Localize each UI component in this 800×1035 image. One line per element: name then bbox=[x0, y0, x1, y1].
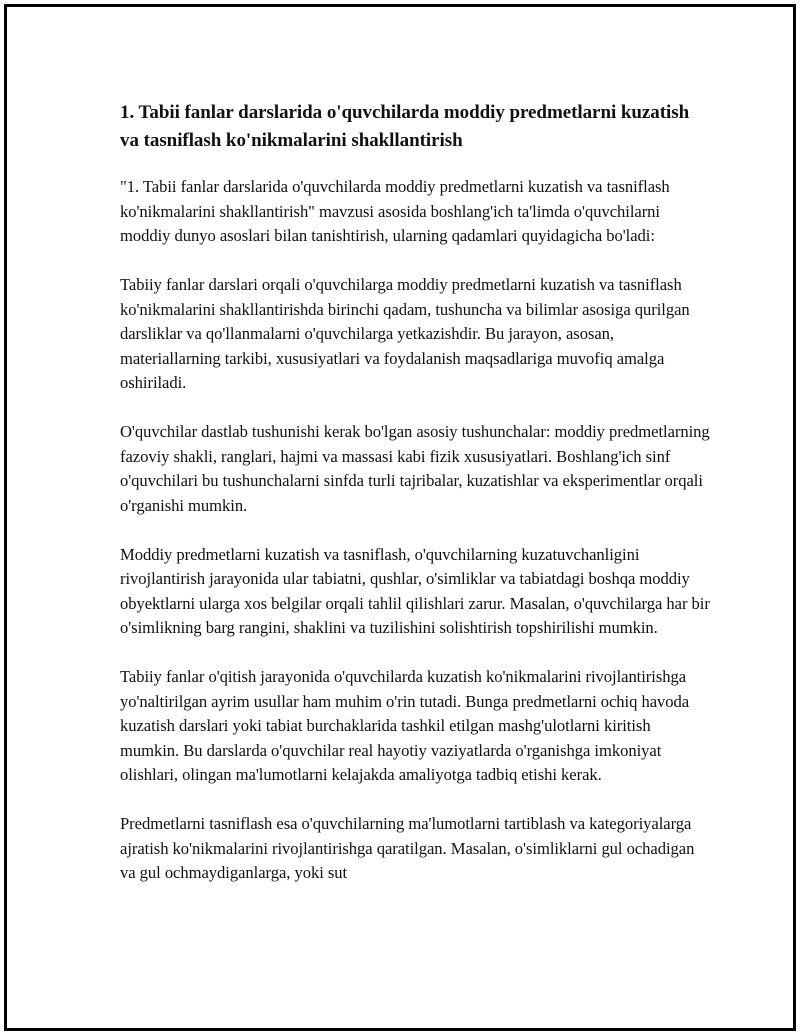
paragraph-first-step: Tabiiy fanlar darslari orqali o'quvchilarga moddiy predmetlarni kuzatish va tasniflash ko'nikmalarini shakllantirishda birinchi qadam, tushuncha va bilimlar asosiga qurilgan darsliklar va qo'llanmalarni o'quvchilarga yetkazishdir. Bu jarayon, asosan, materiallarning tarkibi, xususiyatlari va foydalanish maqsadlariga muvofiq amalga oshiriladi. bbox=[120, 275, 690, 392]
paragraph-basic-concepts: O'quvchilar dastlab tushunishi kerak bo'lgan asosiy tushunchalar: moddiy predmetlarning fazoviy shakli, ranglari, hajmi va massasi kabi fizik xususiyatlari. Boshlang'ich sinf o'quvchilari bu tushunchalarni sinfda turli tajribalar, kuzatishlar va eksperimentlar orqali o'rganishi mumkin. bbox=[120, 422, 710, 515]
paragraph-methods: Tabiiy fanlar o'qitish jarayonida o'quvchilarda kuzatish ko'nikmalarini rivojlantirishga yo'naltirilgan ayrim usullar ham muhim o'rin tutadi. Bunga predmetlarni ochiq havoda kuzatish darslari yoki tabiat burchaklarida tashkil etilgan mashg'ulotlarni kiritish mumkin. Bu darslarda o'quvchilar real hayotiy vaziyatlarda o'rganishga imkoniyat olishlari, olingan ma'lumotlarni kelajakda amaliyotga tadbiq etishi kerak. bbox=[120, 667, 690, 784]
page-frame bbox=[4, 4, 796, 1031]
paragraph-classification: Predmetlarni tasniflash esa o'quvchilarning ma'lumotlarni tartiblash va kategoriyalarga ajratish ko'nikmalarini rivojlantirishga qaratilgan. Masalan, o'simliklarni gul ochadigan va gul ochmaydiganlarga, yoki sut bbox=[120, 814, 695, 882]
paragraph-intro: "1. Tabii fanlar darslarida o'quvchilarda moddiy predmetlarni kuzatish va tasniflash ko'nikmalarini shakllantirish" mavzusi asosida boshlang'ich ta'limda o'quvchilarni moddiy dunyo asoslari bilan tanishtirish, ularning qadamlari quyidagicha bo'ladi: bbox=[120, 177, 670, 245]
document-title: 1. Tabii fanlar darslarida o'quvchilarda moddiy predmetlarni kuzatish va tasniflash ko'nikmalarini shakllantirish bbox=[120, 102, 690, 151]
document-body bbox=[120, 99, 710, 910]
paragraph-observation: Moddiy predmetlarni kuzatish va tasniflash, o'quvchilarning kuzatuvchanligini rivojlantirish jarayonida ular tabiatni, qushlar, o'simliklar va tabiatdagi boshqa moddiy obyektlarni ularga xos belgilar orqali tahlil qilishlari zarur. Masalan, o'quvchilarga har bir o'simlikning barg rangini, shaklini va tuzilishini solishtirish topshirilishi mumkin. bbox=[120, 544, 710, 637]
